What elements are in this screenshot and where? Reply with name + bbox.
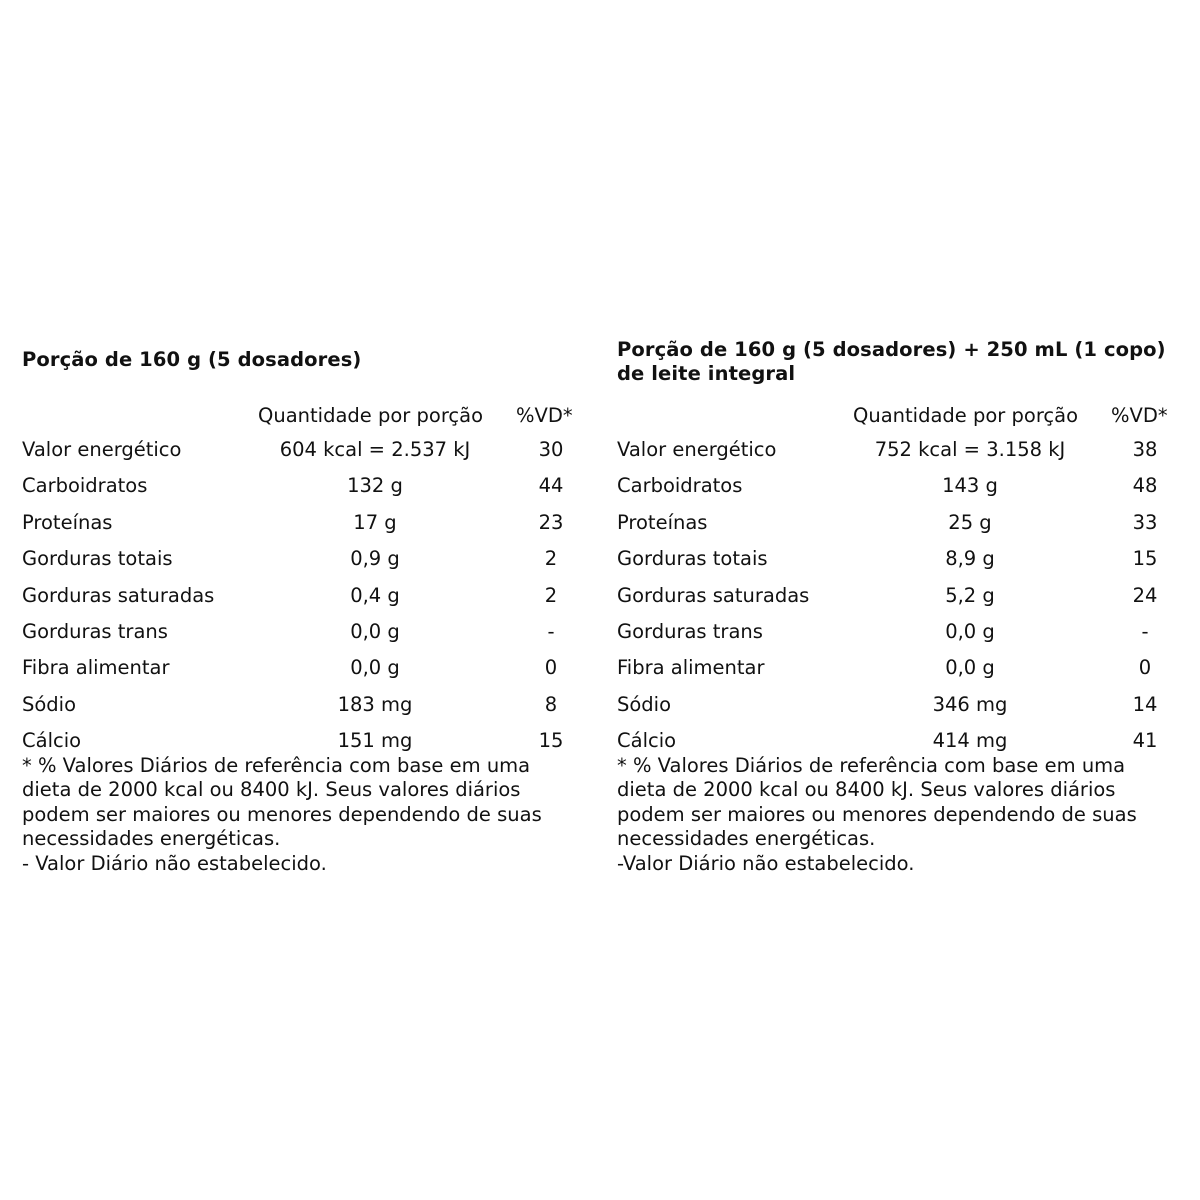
nutrient-vd: 30 <box>538 438 564 461</box>
nutrient-name: Gorduras totais <box>22 547 173 571</box>
nutrient-vd: 23 <box>538 510 564 534</box>
nutrient-vd: - <box>547 619 555 643</box>
nutrient-name: Gorduras trans <box>22 619 168 643</box>
nutrient-name: Gorduras saturadas <box>22 583 215 607</box>
footnote-vd: * % Valores Diários de referência com base em uma dieta de 2000 kcal ou 8400 kJ. Seus valores diários podem ser maiores ou menores dependendo de suas necessidades energéticas. <box>22 753 542 851</box>
nutrient-vd: 2 <box>544 583 558 607</box>
footnote-not-established: -Valor Diário não estabelecido. <box>617 851 915 875</box>
serving-title: Porção de 160 g (5 dosadores) <box>22 348 362 371</box>
nutrient-name: Carboidratos <box>22 474 148 498</box>
nutrient-name: Gorduras totais <box>617 547 768 571</box>
nutrient-quantity: 752 kcal = 3.158 kJ <box>874 438 1066 461</box>
nutrient-quantity: 17 g <box>353 510 397 534</box>
nutrient-vd: 33 <box>1132 510 1158 534</box>
nutrient-quantity: 0,0 g <box>350 619 400 643</box>
nutrient-row <box>22 723 592 759</box>
nutrient-row <box>22 614 592 650</box>
nutrient-row <box>22 432 592 468</box>
nutrient-quantity: 8,9 g <box>945 547 995 571</box>
nutrient-quantity: 183 mg <box>337 692 413 716</box>
nutrient-name: Gorduras saturadas <box>617 583 810 607</box>
nutrient-quantity: 25 g <box>948 510 992 534</box>
nutrient-vd: 0 <box>544 656 558 680</box>
nutrient-quantity: 0,0 g <box>350 656 400 680</box>
nutrient-name: Sódio <box>22 692 77 716</box>
nutrient-name: Proteínas <box>617 510 708 534</box>
nutrient-quantity: 132 g <box>347 474 403 498</box>
nutrient-quantity: 414 mg <box>932 729 1008 753</box>
vd-header: %VD* <box>1111 404 1168 427</box>
nutrient-row <box>617 614 1187 650</box>
nutrient-vd: 15 <box>1132 547 1158 571</box>
nutrient-quantity: 0,4 g <box>350 583 400 607</box>
nutrient-name: Fibra alimentar <box>617 656 765 680</box>
nutrient-name: Gorduras trans <box>617 619 763 643</box>
nutrient-name: Cálcio <box>617 729 677 753</box>
nutrient-vd: 15 <box>538 729 564 753</box>
nutrient-rows <box>22 432 592 760</box>
nutrient-quantity: 151 mg <box>337 729 413 753</box>
nutrient-vd: 24 <box>1132 583 1158 607</box>
column-header <box>22 396 592 432</box>
nutrient-vd: 41 <box>1132 729 1158 753</box>
nutrient-vd: 0 <box>1138 656 1152 680</box>
nutrient-row <box>617 687 1187 723</box>
nutrient-vd: 48 <box>1132 474 1158 498</box>
nutrient-name: Cálcio <box>22 729 82 753</box>
nutrient-row <box>617 723 1187 759</box>
nutrient-row <box>617 505 1187 541</box>
nutrient-quantity: 0,0 g <box>945 619 995 643</box>
nutrient-row <box>617 541 1187 577</box>
nutrient-row <box>617 578 1187 614</box>
nutrient-vd: 44 <box>538 474 564 498</box>
nutrient-name: Valor energético <box>22 438 182 461</box>
nutrient-name: Proteínas <box>22 510 113 534</box>
nutrient-row <box>617 650 1187 686</box>
nutrient-quantity: 5,2 g <box>945 583 995 607</box>
nutrient-name: Sódio <box>617 692 672 716</box>
footnote-not-established: - Valor Diário não estabelecido. <box>22 851 327 875</box>
nutrient-vd: - <box>1141 619 1149 643</box>
footnote <box>22 754 582 877</box>
nutrient-name: Carboidratos <box>617 474 743 498</box>
nutrient-name: Fibra alimentar <box>22 656 170 680</box>
nutrient-row <box>22 541 592 577</box>
serving-title: Porção de 160 g (5 dosadores) + 250 mL (1 copo) de leite integral <box>617 338 1166 385</box>
footnote-vd: * % Valores Diários de referência com base em uma dieta de 2000 kcal ou 8400 kJ. Seus valores diários podem ser maiores ou menores dependendo de suas necessidades energéticas. <box>617 753 1137 851</box>
nutrient-name: Valor energético <box>617 438 777 461</box>
nutrient-quantity: 346 mg <box>932 692 1008 716</box>
quantity-header: Quantidade por porção <box>258 404 484 427</box>
nutrient-row <box>22 650 592 686</box>
nutrition-table-left <box>22 338 592 876</box>
nutrient-vd: 8 <box>544 692 558 716</box>
nutrient-row <box>22 468 592 504</box>
footnote <box>617 754 1177 877</box>
nutrient-quantity: 0,9 g <box>350 547 400 571</box>
nutrient-quantity: 0,0 g <box>945 656 995 680</box>
nutrient-vd: 2 <box>544 547 558 571</box>
nutrient-quantity: 604 kcal = 2.537 kJ <box>279 438 471 461</box>
nutrient-vd: 14 <box>1132 692 1158 716</box>
nutrient-vd: 38 <box>1132 438 1158 461</box>
nutrition-table-right <box>617 338 1187 876</box>
nutrient-row <box>22 578 592 614</box>
quantity-header: Quantidade por porção <box>853 404 1079 427</box>
nutrient-row <box>22 687 592 723</box>
vd-header: %VD* <box>516 404 573 427</box>
nutrient-quantity: 143 g <box>942 474 998 498</box>
nutrient-row <box>617 468 1187 504</box>
nutrient-row <box>617 432 1187 468</box>
column-header <box>617 396 1187 432</box>
nutrient-rows <box>617 432 1187 760</box>
nutrient-row <box>22 505 592 541</box>
